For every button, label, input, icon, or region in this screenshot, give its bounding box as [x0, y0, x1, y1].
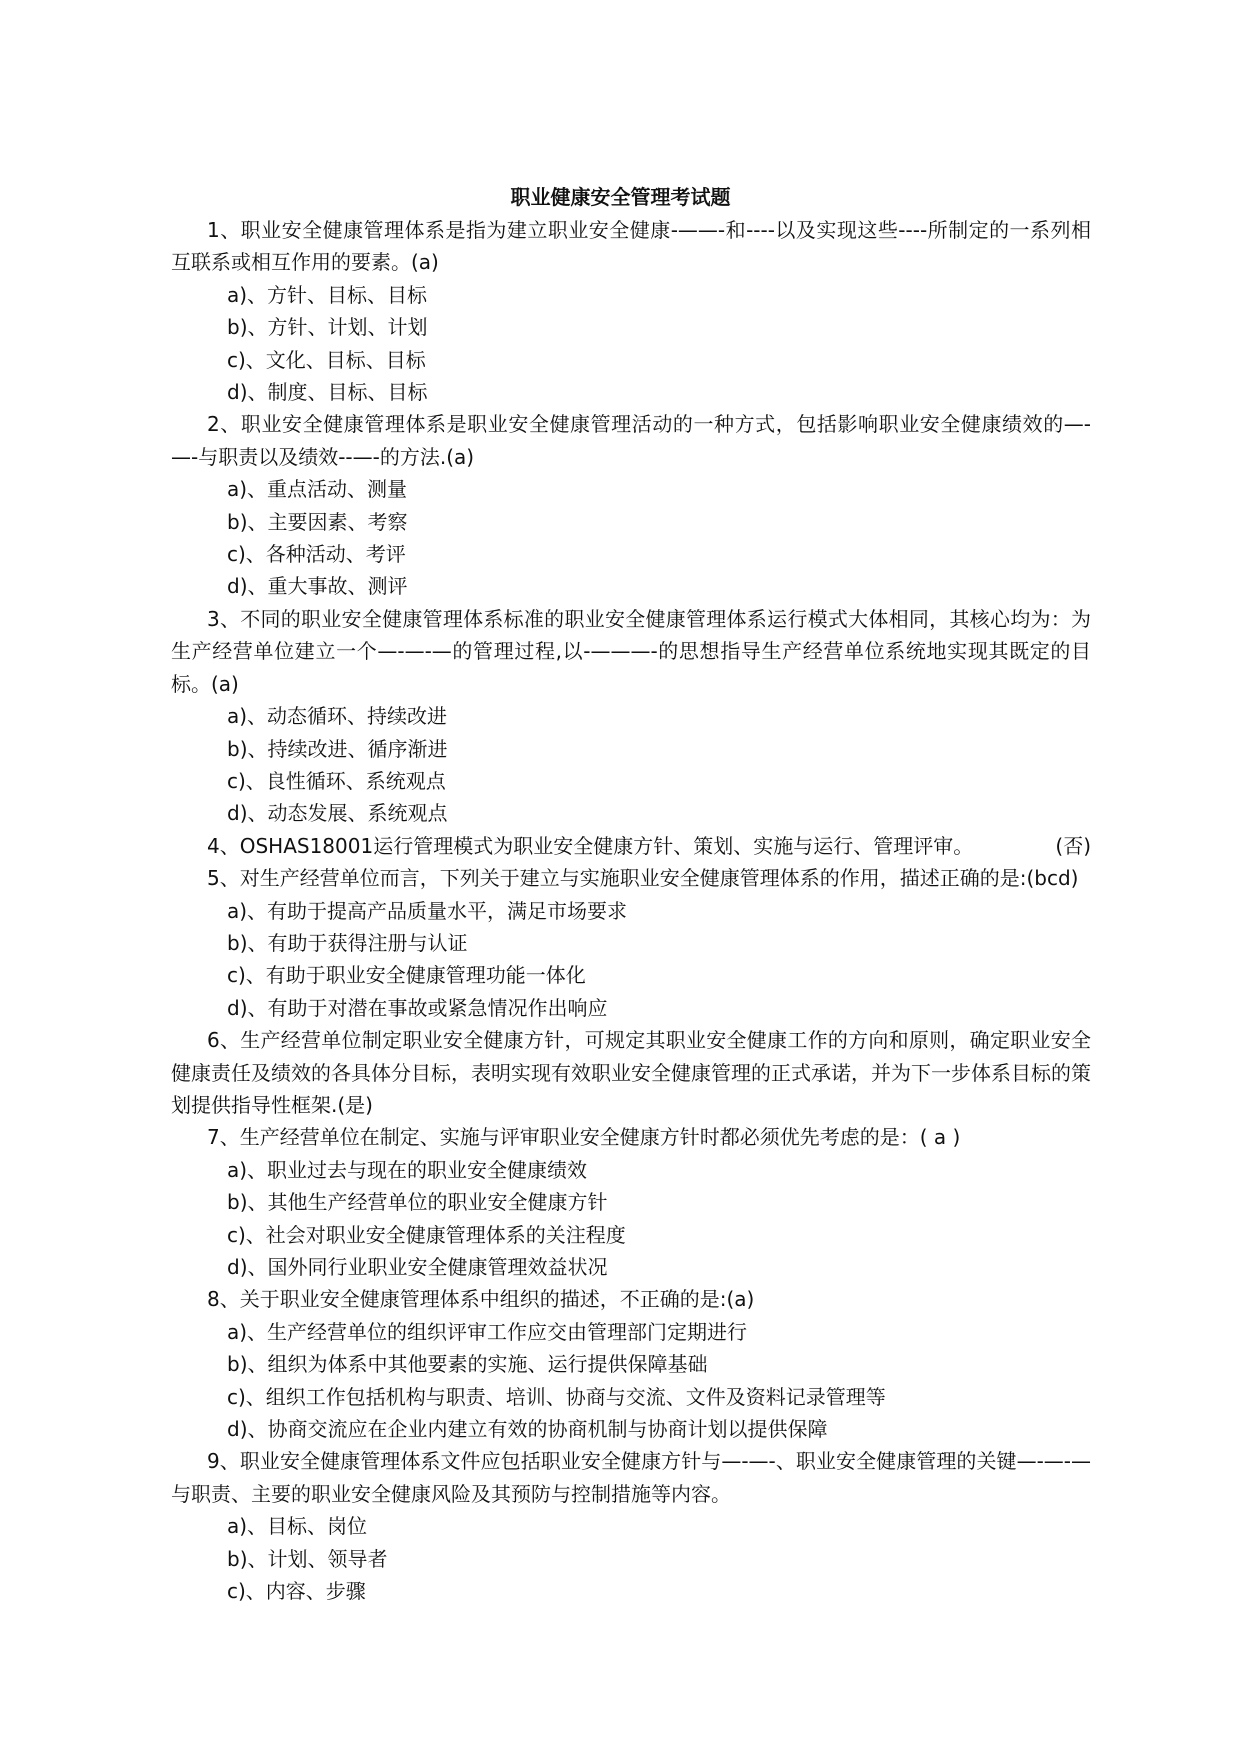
answer-option: a)、职业过去与现在的职业安全健康绩效: [227, 1157, 588, 1182]
answer-option: a)、生产经营单位的组织评审工作应交由管理部门定期进行: [227, 1319, 748, 1344]
question-stem: 5、对生产经营单位而言，下列关于建立与实施职业安全健康管理体系的作用，描述正确的是:(bcd): [207, 866, 1079, 891]
answer-option: c)、组织工作包括机构与职责、培训、协商与交流、文件及资料记录管理等: [227, 1384, 886, 1409]
answer-option: b)、持续改进、循序渐进: [227, 736, 448, 761]
question-stem: 9、职业安全健康管理体系文件应包括职业安全健康方针与—-—-、职业安全健康管理的关键—-—-—与职责、主要的职业安全健康风险及其预防与控制措施等内容。: [171, 1449, 1091, 1506]
answer-option: a)、方针、目标、目标: [227, 282, 428, 307]
question-stem: 6、生产经营单位制定职业安全健康方针，可规定其职业安全健康工作的方向和原则，确定职业安全健康责任及绩效的各具体分目标，表明实现有效职业安全健康管理的正式承诺，并为下一步体系目标的策划提供指导性框架.(是): [171, 1028, 1091, 1117]
question-stem: 7、生产经营单位在制定、实施与评审职业安全健康方针时都必须优先考虑的是：( a ): [207, 1125, 961, 1150]
answer-option: b)、组织为体系中其他要素的实施、运行提供保障基础: [227, 1352, 708, 1377]
answer-option: b)、方针、计划、计划: [227, 315, 428, 340]
answer-option: d)、有助于对潜在事故或紧急情况作出响应: [227, 995, 608, 1020]
answer-option: a)、重点活动、测量: [227, 477, 408, 502]
answer-option: c)、各种活动、考评: [227, 542, 406, 567]
answer-option: d)、重大事故、测评: [227, 574, 408, 599]
answer-option: b)、其他生产经营单位的职业安全健康方针: [227, 1190, 608, 1215]
answer-option: b)、计划、领导者: [227, 1546, 388, 1571]
question-answer: (否): [1055, 833, 1091, 858]
answer-option: a)、目标、岗位: [227, 1514, 368, 1539]
answer-option: d)、制度、目标、目标: [227, 380, 428, 405]
answer-option: c)、社会对职业安全健康管理体系的关注程度: [227, 1222, 626, 1247]
answer-option: b)、有助于获得注册与认证: [227, 930, 468, 955]
question-list: [171, 214, 1091, 1607]
answer-option: c)、有助于职业安全健康管理功能一体化: [227, 963, 586, 988]
answer-option: d)、动态发展、系统观点: [227, 801, 448, 826]
answer-option: b)、主要因素、考察: [227, 509, 408, 534]
question-text: 4、OSHAS18001运行管理模式为职业安全健康方针、策划、实施与运行、管理评审。: [207, 833, 974, 858]
document-title: 职业健康安全管理考试题: [510, 185, 731, 209]
question-stem: 3、不同的职业安全健康管理体系标准的职业安全健康管理体系运行模式大体相同，其核心均为：为生产经营单位建立一个—-—-—的管理过程,以-———-的思想指导生产经营单位系统地实现其既定的目标。(a): [171, 606, 1091, 696]
answer-option: a)、动态循环、持续改进: [227, 704, 448, 729]
answer-option: c)、良性循环、系统观点: [227, 768, 446, 793]
question-stem: 8、关于职业安全健康管理体系中组织的描述，不正确的是:(a): [207, 1287, 755, 1312]
answer-option: d)、国外同行业职业安全健康管理效益状况: [227, 1255, 608, 1279]
answer-option: a)、有助于提高产品质量水平，满足市场要求: [227, 898, 628, 923]
question-stem: 1、职业安全健康管理体系是指为建立职业安全健康-——-和----以及实现这些----所制定的一系列相互联系或相互作用的要素。(a): [171, 218, 1091, 275]
answer-option: d)、协商交流应在企业内建立有效的协商机制与协商计划以提供保障: [227, 1417, 828, 1442]
question-stem: 2、职业安全健康管理体系是职业安全健康管理活动的一种方式，包括影响职业安全健康绩效的—-—-与职责以及绩效--—-的方法.(a): [171, 412, 1091, 469]
question-stem: [171, 830, 1091, 862]
answer-option: c)、内容、步骤: [227, 1579, 366, 1604]
answer-option: c)、文化、目标、目标: [227, 347, 426, 372]
